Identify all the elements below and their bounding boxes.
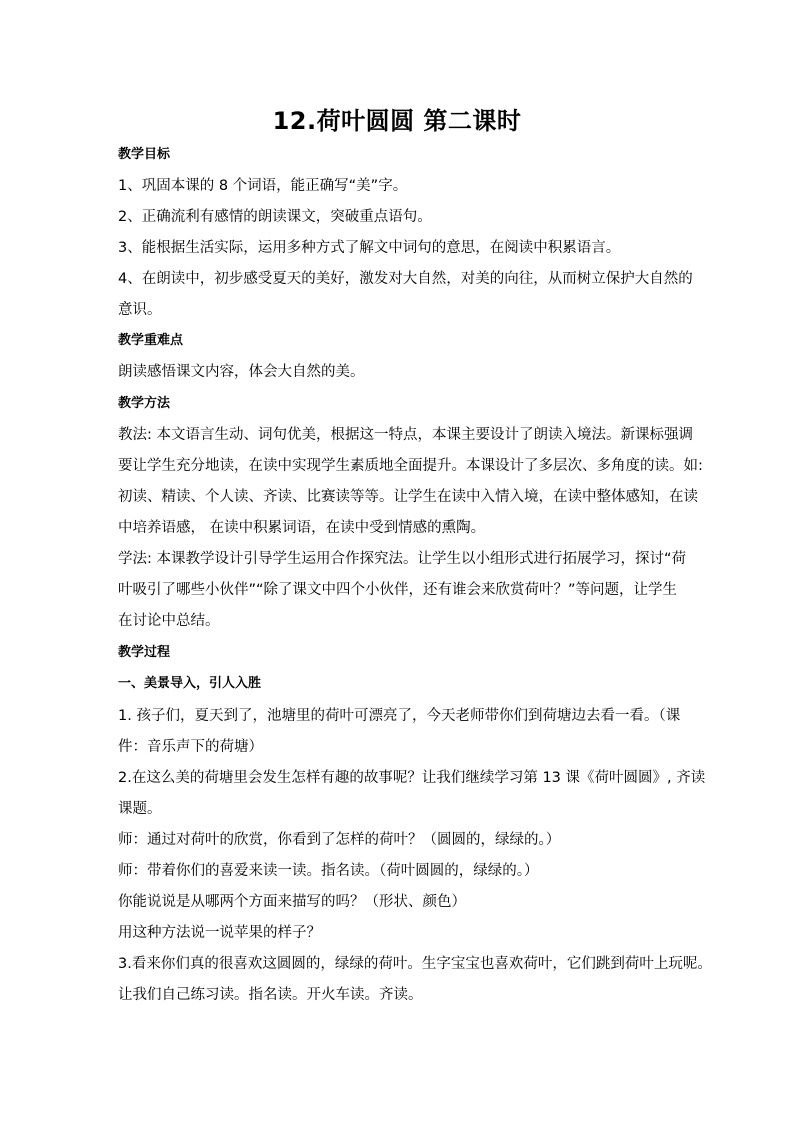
- process-line-5: 师：通过对荷叶的欣赏，你看到了怎样的荷叶？（圆圆的，绿绿的。）: [118, 832, 561, 848]
- process-heading: 教学过程: [118, 645, 171, 660]
- objective-4-line-2: 意识。: [118, 302, 162, 318]
- method-line-4: 中培养语感， 在读中积累词语，在读中受到情感的熏陶。: [118, 520, 486, 536]
- objective-1: 1、巩固本课的 8 个词语，能正确写“美”字。: [118, 178, 408, 194]
- method-line-5: 学法: 本课教学设计引导学生运用合作探究法。让学生以小组形式进行拓展学习，探讨“荷: [118, 551, 687, 567]
- key-points-heading: 教学重难点: [118, 333, 184, 348]
- process-line-3: 2.在这么美的荷塘里会发生怎样有趣的故事呢？让我们继续学习第 13 课《荷叶圆圆》, 齐读: [118, 770, 706, 786]
- method-line-2: 要让学生充分地读，在读中实现学生素质地全面提升。本课设计了多层次、多角度的读。如:: [118, 458, 703, 474]
- process-line-10: 让我们自己练习读。指名读。开火车读。齐读。: [118, 987, 423, 1003]
- objective-3: 3、能根据生活实际，运用多种方式了解文中词句的意思，在阅读中积累语言。: [118, 240, 621, 256]
- process-line-7: 你能说说是从哪两个方面来描写的吗？（形状、颜色）: [118, 894, 466, 910]
- step-1-heading: 一、美景导入，引人入胜: [118, 676, 262, 691]
- process-line-6: 师：带着你们的喜爱来读一读。指名读。（荷叶圆圆的，绿绿的。）: [118, 863, 539, 879]
- page-title: 12.荷叶圆圆 第二课时: [272, 107, 522, 135]
- method-line-3: 初读、精读、个人读、齐读、比赛读等等。让学生在读中入情入境，在读中整体感知，在读: [118, 489, 698, 505]
- process-line-8: 用这种方法说一说苹果的样子？: [118, 925, 321, 941]
- process-line-1: 1. 孩子们，夏天到了，池塘里的荷叶可漂亮了，今天老师带你们到荷塘边去看一看。（课: [118, 708, 681, 724]
- method-line-1: 教法: 本文语言生动、词句优美，根据这一特点，本课主要设计了朗读入境法。新课标强调: [118, 427, 693, 443]
- method-line-7: 在讨论中总结。: [118, 613, 220, 629]
- method-line-6: 叶吸引了哪些小伙伴”“除了课文中四个小伙伴，还有谁会来欣赏荷叶？”等问题，让学生: [118, 582, 678, 598]
- objectives-heading: 教学目标: [118, 147, 171, 162]
- objective-2: 2、正确流利有感情的朗读课文，突破重点语句。: [118, 209, 432, 225]
- process-line-9: 3.看来你们真的很喜欢这圆圆的，绿绿的荷叶。生字宝宝也喜欢荷叶，它们跳到荷叶上玩呢。: [118, 956, 712, 972]
- process-line-4: 课题。: [118, 801, 162, 817]
- key-points-text: 朗读感悟课文内容，体会大自然的美。: [118, 364, 365, 380]
- process-line-2: 件：音乐声下的荷塘）: [118, 739, 263, 755]
- methods-heading: 教学方法: [118, 396, 171, 411]
- objective-4-line-1: 4、在朗读中，初步感受夏天的美好，激发对大自然，对美的向往，从而树立保护大自然的: [118, 271, 693, 287]
